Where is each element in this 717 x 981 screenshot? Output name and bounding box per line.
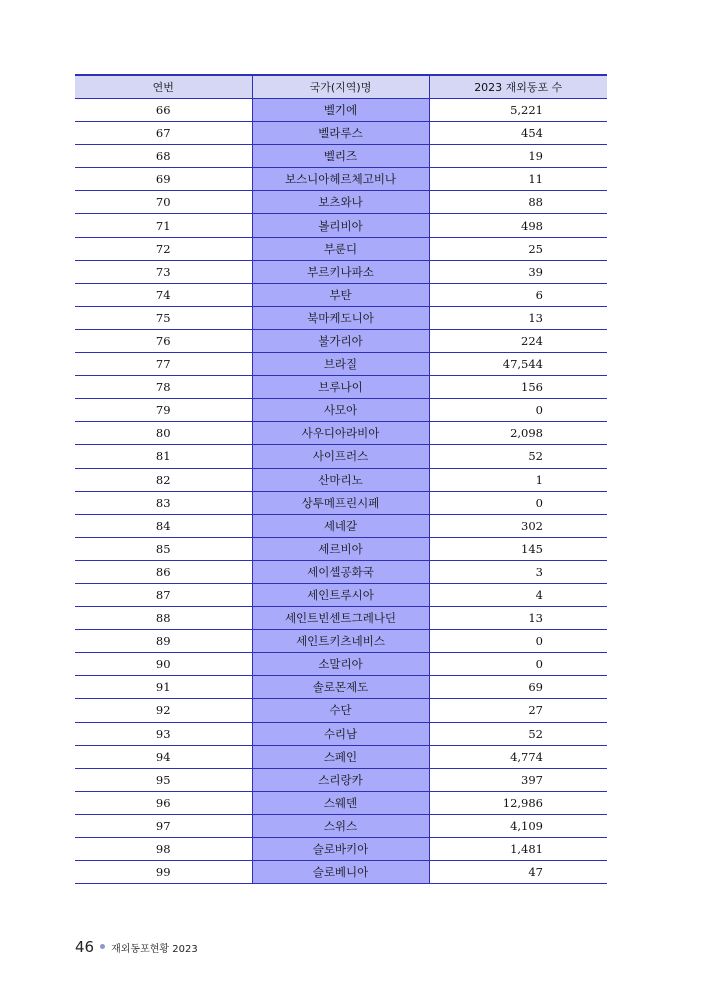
country-name-cell: 벨라루스 xyxy=(252,122,429,145)
serial-number-cell: 77 xyxy=(75,353,252,376)
population-count-cell: 2,098 xyxy=(429,422,607,445)
population-count-cell: 88 xyxy=(429,191,607,214)
population-count-cell: 11 xyxy=(429,168,607,191)
country-name-cell: 세이셸공화국 xyxy=(252,560,429,583)
serial-number-cell: 94 xyxy=(75,745,252,768)
population-count-cell: 1 xyxy=(429,468,607,491)
bullet-dot-icon xyxy=(100,944,105,949)
table-body xyxy=(75,99,607,884)
country-name-cell: 보스니아헤르체고비나 xyxy=(252,168,429,191)
table-row xyxy=(75,676,607,699)
country-name-cell: 북마케도니아 xyxy=(252,306,429,329)
header-country-name: 국가(지역)명 xyxy=(252,75,429,99)
population-count-cell: 52 xyxy=(429,445,607,468)
population-count-cell: 0 xyxy=(429,399,607,422)
table-row xyxy=(75,791,607,814)
table-row xyxy=(75,699,607,722)
country-name-cell: 세인트빈센트그레나딘 xyxy=(252,607,429,630)
serial-number-cell: 74 xyxy=(75,283,252,306)
table-row xyxy=(75,260,607,283)
country-name-cell: 부탄 xyxy=(252,283,429,306)
serial-number-cell: 83 xyxy=(75,491,252,514)
country-name-cell: 산마리노 xyxy=(252,468,429,491)
table-row xyxy=(75,329,607,352)
country-name-cell: 세인트루시아 xyxy=(252,583,429,606)
population-count-cell: 4,109 xyxy=(429,814,607,837)
table-row xyxy=(75,745,607,768)
serial-number-cell: 75 xyxy=(75,306,252,329)
serial-number-cell: 96 xyxy=(75,791,252,814)
population-count-cell: 47,544 xyxy=(429,353,607,376)
country-name-cell: 부룬디 xyxy=(252,237,429,260)
country-name-cell: 부르키나파소 xyxy=(252,260,429,283)
population-count-cell: 4,774 xyxy=(429,745,607,768)
population-count-cell: 3 xyxy=(429,560,607,583)
overseas-koreans-table-container xyxy=(75,74,607,884)
serial-number-cell: 78 xyxy=(75,376,252,399)
country-name-cell: 사우디아라비아 xyxy=(252,422,429,445)
table-row xyxy=(75,491,607,514)
serial-number-cell: 72 xyxy=(75,237,252,260)
population-count-cell: 224 xyxy=(429,329,607,352)
country-name-cell: 슬로베니아 xyxy=(252,861,429,884)
population-count-cell: 47 xyxy=(429,861,607,884)
serial-number-cell: 70 xyxy=(75,191,252,214)
population-count-cell: 498 xyxy=(429,214,607,237)
page-number: 46 xyxy=(75,938,95,956)
table-row xyxy=(75,122,607,145)
table-row xyxy=(75,283,607,306)
population-count-cell: 25 xyxy=(429,237,607,260)
population-count-cell: 0 xyxy=(429,630,607,653)
serial-number-cell: 81 xyxy=(75,445,252,468)
population-count-cell: 6 xyxy=(429,283,607,306)
table-row xyxy=(75,214,607,237)
table-row xyxy=(75,514,607,537)
population-count-cell: 69 xyxy=(429,676,607,699)
serial-number-cell: 87 xyxy=(75,583,252,606)
country-name-cell: 불가리아 xyxy=(252,329,429,352)
table-row xyxy=(75,537,607,560)
serial-number-cell: 98 xyxy=(75,838,252,861)
country-name-cell: 세인트키츠네비스 xyxy=(252,630,429,653)
population-count-cell: 156 xyxy=(429,376,607,399)
country-name-cell: 벨기에 xyxy=(252,99,429,122)
country-name-cell: 볼리비아 xyxy=(252,214,429,237)
serial-number-cell: 79 xyxy=(75,399,252,422)
country-name-cell: 세르비아 xyxy=(252,537,429,560)
serial-number-cell: 68 xyxy=(75,145,252,168)
table-row xyxy=(75,653,607,676)
country-name-cell: 솔로몬제도 xyxy=(252,676,429,699)
table-header-row xyxy=(75,75,607,99)
serial-number-cell: 97 xyxy=(75,814,252,837)
table-row xyxy=(75,560,607,583)
population-count-cell: 145 xyxy=(429,537,607,560)
table-row xyxy=(75,814,607,837)
serial-number-cell: 99 xyxy=(75,861,252,884)
serial-number-cell: 69 xyxy=(75,168,252,191)
header-serial-number: 연번 xyxy=(75,75,252,99)
country-name-cell: 상투메프린시페 xyxy=(252,491,429,514)
country-name-cell: 스웨덴 xyxy=(252,791,429,814)
serial-number-cell: 84 xyxy=(75,514,252,537)
table-row xyxy=(75,399,607,422)
country-name-cell: 브라질 xyxy=(252,353,429,376)
serial-number-cell: 76 xyxy=(75,329,252,352)
serial-number-cell: 92 xyxy=(75,699,252,722)
serial-number-cell: 91 xyxy=(75,676,252,699)
table-row xyxy=(75,468,607,491)
page-footer xyxy=(75,938,198,956)
table-row xyxy=(75,583,607,606)
table-row xyxy=(75,306,607,329)
table-row xyxy=(75,630,607,653)
population-count-cell: 19 xyxy=(429,145,607,168)
serial-number-cell: 82 xyxy=(75,468,252,491)
country-name-cell: 수단 xyxy=(252,699,429,722)
serial-number-cell: 80 xyxy=(75,422,252,445)
table-row xyxy=(75,838,607,861)
table-row xyxy=(75,168,607,191)
country-name-cell: 브루나이 xyxy=(252,376,429,399)
table-row xyxy=(75,607,607,630)
serial-number-cell: 95 xyxy=(75,768,252,791)
country-name-cell: 수리남 xyxy=(252,722,429,745)
country-name-cell: 사이프러스 xyxy=(252,445,429,468)
country-name-cell: 벨리즈 xyxy=(252,145,429,168)
serial-number-cell: 73 xyxy=(75,260,252,283)
table-row xyxy=(75,237,607,260)
country-name-cell: 보츠와나 xyxy=(252,191,429,214)
serial-number-cell: 90 xyxy=(75,653,252,676)
population-count-cell: 13 xyxy=(429,306,607,329)
serial-number-cell: 71 xyxy=(75,214,252,237)
header-population-2023: 2023 재외동포 수 xyxy=(429,75,607,99)
table-row xyxy=(75,861,607,884)
country-name-cell: 스위스 xyxy=(252,814,429,837)
population-count-cell: 13 xyxy=(429,607,607,630)
table-row xyxy=(75,376,607,399)
population-count-cell: 454 xyxy=(429,122,607,145)
country-name-cell: 스리랑카 xyxy=(252,768,429,791)
population-count-cell: 397 xyxy=(429,768,607,791)
country-name-cell: 슬로바키아 xyxy=(252,838,429,861)
table-row xyxy=(75,145,607,168)
table-row xyxy=(75,99,607,122)
population-count-cell: 39 xyxy=(429,260,607,283)
table-row xyxy=(75,445,607,468)
population-count-cell: 12,986 xyxy=(429,791,607,814)
table-row xyxy=(75,353,607,376)
country-name-cell: 세네갈 xyxy=(252,514,429,537)
population-count-cell: 302 xyxy=(429,514,607,537)
serial-number-cell: 85 xyxy=(75,537,252,560)
table-row xyxy=(75,422,607,445)
overseas-koreans-table xyxy=(75,74,607,884)
serial-number-cell: 67 xyxy=(75,122,252,145)
table-row xyxy=(75,191,607,214)
country-name-cell: 사모아 xyxy=(252,399,429,422)
table-row xyxy=(75,768,607,791)
serial-number-cell: 89 xyxy=(75,630,252,653)
country-name-cell: 스페인 xyxy=(252,745,429,768)
table-row xyxy=(75,722,607,745)
population-count-cell: 5,221 xyxy=(429,99,607,122)
population-count-cell: 27 xyxy=(429,699,607,722)
publication-title: 재외동포현황 2023 xyxy=(111,944,198,955)
serial-number-cell: 93 xyxy=(75,722,252,745)
population-count-cell: 52 xyxy=(429,722,607,745)
serial-number-cell: 66 xyxy=(75,99,252,122)
population-count-cell: 0 xyxy=(429,491,607,514)
serial-number-cell: 88 xyxy=(75,607,252,630)
population-count-cell: 1,481 xyxy=(429,838,607,861)
population-count-cell: 0 xyxy=(429,653,607,676)
serial-number-cell: 86 xyxy=(75,560,252,583)
population-count-cell: 4 xyxy=(429,583,607,606)
country-name-cell: 소말리아 xyxy=(252,653,429,676)
